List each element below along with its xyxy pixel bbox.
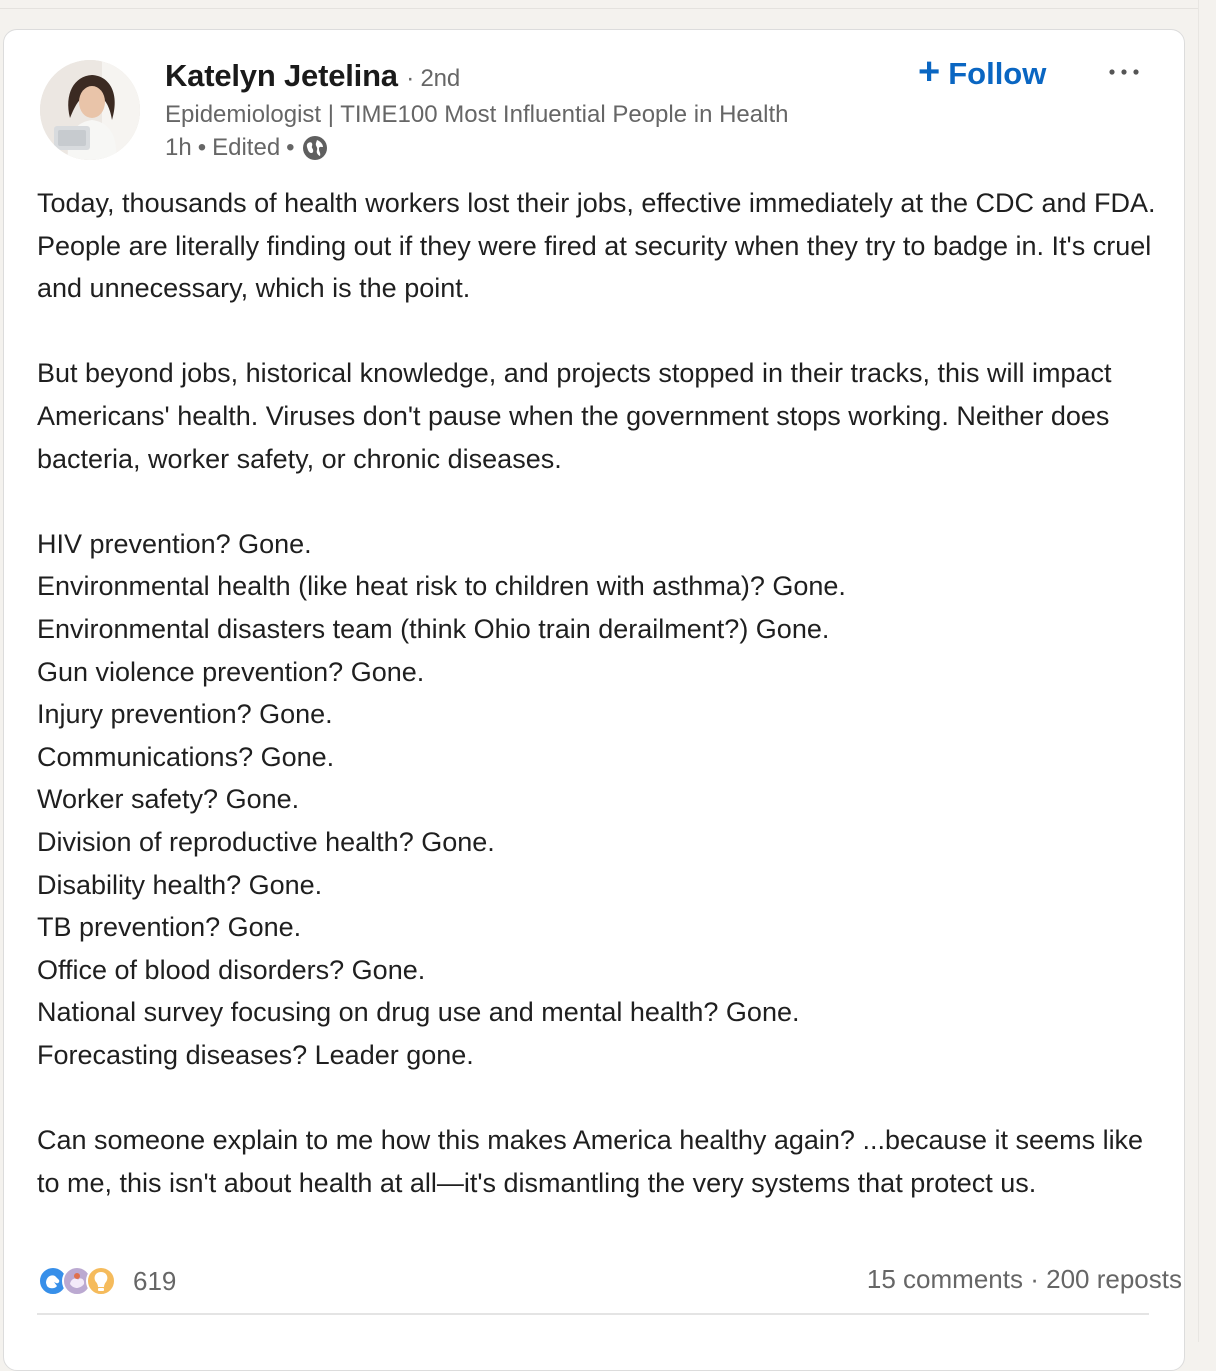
post-meta — [165, 134, 329, 162]
paragraph-gap — [37, 480, 1157, 523]
right-rail — [1198, 0, 1216, 1342]
author-avatar[interactable] — [40, 60, 140, 160]
list-line: Environmental disasters team (think Ohio train derailment?) Gone. — [37, 613, 830, 644]
reaction-count: 619 — [133, 1265, 177, 1296]
globe-icon — [301, 134, 329, 162]
list-line: Forecasting diseases? Leader gone. — [37, 1039, 474, 1070]
list-line: HIV prevention? Gone. — [37, 528, 312, 559]
divider — [37, 1313, 1149, 1315]
post-paragraph: Today, thousands of health workers lost their jobs, effective immediately at the CDC and FDA. People are literally finding out if they were fired at security when they try to badge in. It's cruel and unnecessary, which is the point. — [37, 188, 1156, 304]
reaction-icons-group — [37, 1265, 123, 1297]
list-line: Communications? Gone. — [37, 741, 335, 772]
reaction-icons — [37, 1265, 123, 1297]
list-line: Worker safety? Gone. — [37, 784, 300, 815]
reposts-count-link[interactable]: 200 reposts — [1046, 1264, 1182, 1294]
author-name[interactable] — [165, 58, 460, 94]
post-time: 1h — [165, 134, 192, 161]
list-line: TB prevention? Gone. — [37, 912, 302, 943]
profile-photo-icon — [40, 60, 140, 160]
more-options-button[interactable] — [1100, 52, 1148, 92]
meta-separator: • — [286, 134, 295, 161]
post-paragraph: Can someone explain to me how this makes America healthy again? ...because it seems like to me, this isn't about health at all—it's dismantling the very systems that protect us. — [37, 1125, 1144, 1198]
list-line: Office of blood disorders? Gone. — [37, 954, 426, 985]
reactions-summary[interactable] — [37, 1264, 176, 1298]
paragraph-gap — [37, 1076, 1157, 1119]
top-strip — [0, 0, 1216, 9]
social-counts — [867, 1264, 1182, 1295]
connection-degree: · 2nd — [406, 65, 460, 92]
list-line: Injury prevention? Gone. — [37, 699, 333, 730]
list-line: National survey focusing on drug use and mental health? Gone. — [37, 997, 800, 1028]
follow-button[interactable] — [918, 51, 1047, 94]
insightful-reaction-icon — [87, 1267, 115, 1295]
list-line: Gun violence prevention? Gone. — [37, 656, 425, 687]
plus-icon: + — [918, 51, 941, 93]
follow-label: Follow — [948, 56, 1047, 91]
paragraph-gap — [37, 310, 1157, 353]
author-name-text[interactable]: Katelyn Jetelina — [165, 58, 398, 93]
comments-count-link[interactable]: 15 comments — [866, 1264, 1023, 1294]
ellipsis-icon — [1104, 66, 1144, 78]
list-line: Environmental health (like heat risk to children with asthma)? Gone. — [37, 571, 846, 602]
post-paragraph: But beyond jobs, historical knowledge, and projects stopped in their tracks, this will impact Americans' health. Viruses don't pause when the government stops working. Neither does bacteria, worker safety, or chronic diseases. — [37, 358, 1112, 474]
counts-separator: · — [1030, 1264, 1039, 1294]
list-line: Disability health? Gone. — [37, 869, 323, 900]
list-line: Division of reproductive health? Gone. — [37, 826, 495, 857]
meta-separator: • — [197, 134, 207, 161]
post-body — [37, 182, 1157, 1204]
author-headline: Epidemiologist | TIME100 Most Influential People in Health — [165, 101, 789, 128]
edited-label: Edited — [212, 134, 281, 161]
